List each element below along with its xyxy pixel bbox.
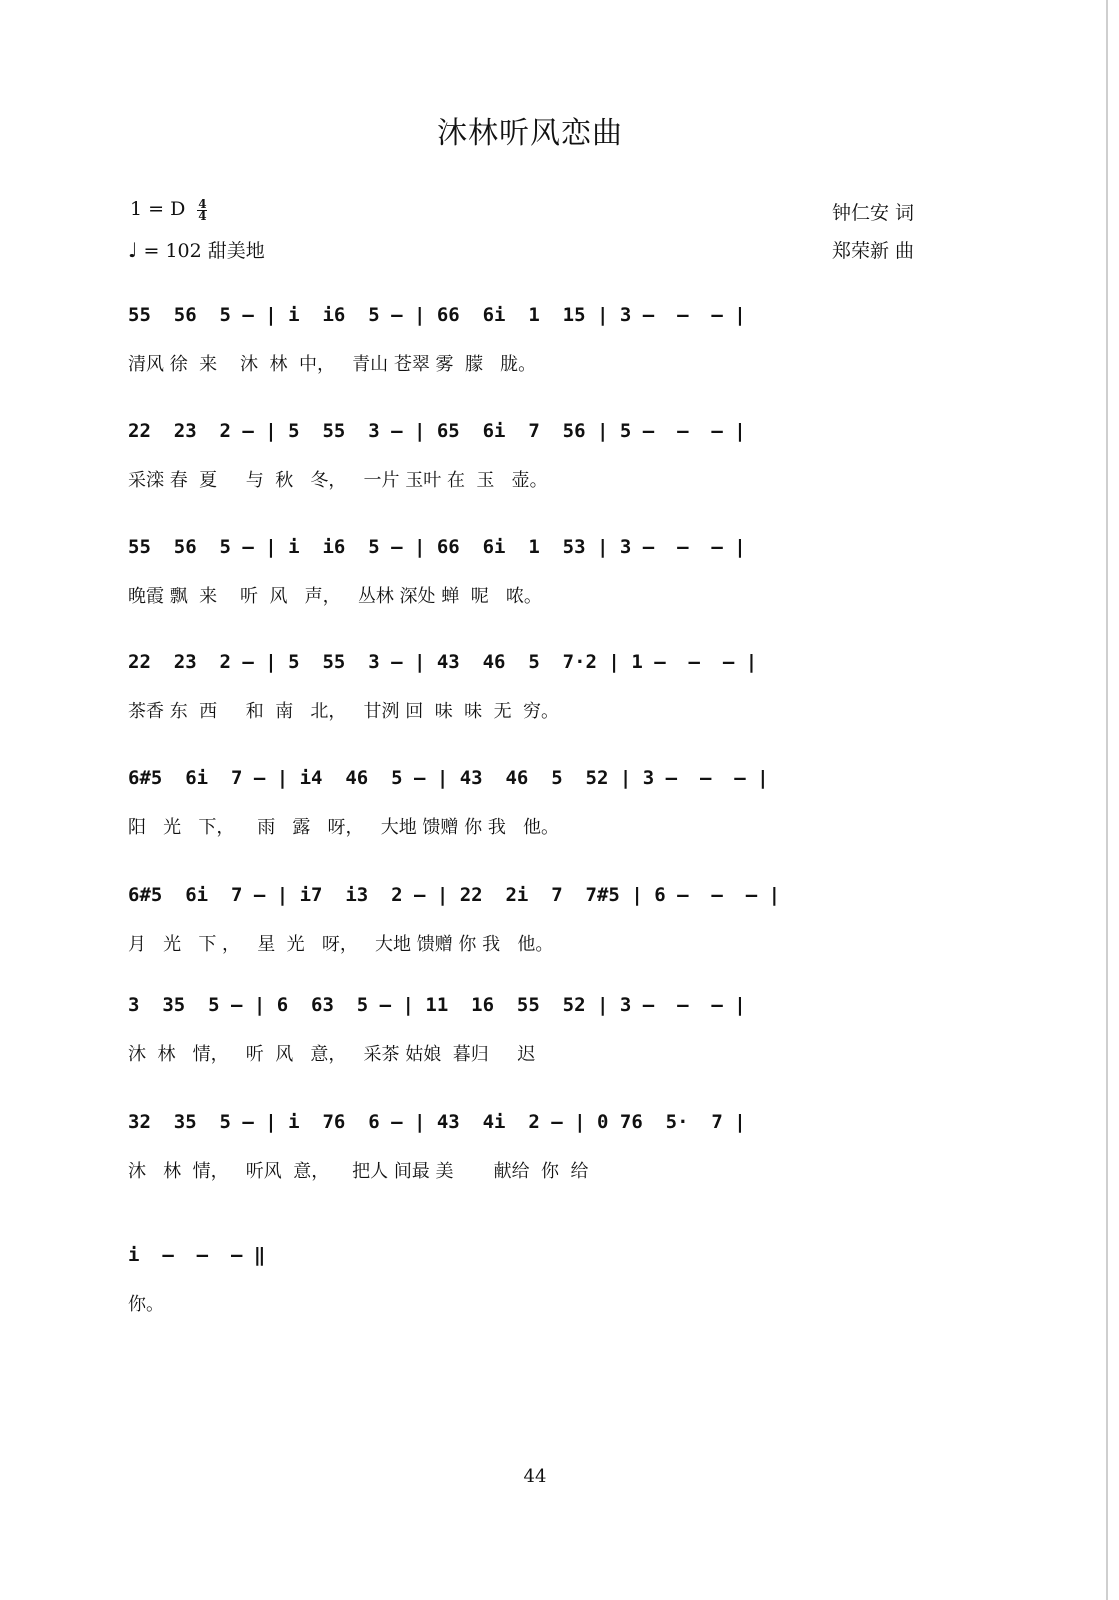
score-row-6	[128, 884, 958, 974]
lyric-line: 清风 徐 来 沐 林 中， 青山 苍翠 雾 朦 胧。	[128, 354, 537, 375]
time-signature	[197, 196, 207, 223]
tempo-marking	[128, 236, 265, 263]
score-row-9	[128, 1244, 958, 1334]
notation-line: 55 56 5 – | i i6 5 – | 66 6i 1 53 | 3 – – – |	[128, 536, 746, 558]
lyricist-credit: 钟仁安 词	[832, 202, 915, 224]
lyric-line: 茶香 东 西 和 南 北， 甘洌 回 味 味 无 穷。	[128, 701, 560, 722]
score-row-8	[128, 1111, 958, 1201]
page-edge-line	[1106, 0, 1108, 1600]
score-row-5	[128, 767, 958, 857]
lyric-line: 晚霞 飘 来 听 风 声， 丛林 深处 蝉 呢 哝。	[128, 586, 542, 607]
lyric-line: 月 光 下 ， 星 光 呀， 大地 馈赠 你 我 他。	[128, 934, 554, 955]
composer-credit: 郑荣新 曲	[832, 240, 915, 262]
lyric-line: 你。	[128, 1294, 164, 1315]
page-number: 44	[523, 1466, 547, 1487]
notation-line: 22 23 2 – | 5 55 3 – | 43 46 5 7·2 | 1 – – – |	[128, 651, 758, 673]
key-signature	[130, 198, 207, 222]
notation-line: 6#5 6i 7 – | i4 46 5 – | 43 46 5 52 | 3 – – – |	[128, 767, 769, 789]
lyric-line: 沐 林 情， 听风 意， 把人 间最 美 献给 你 给	[128, 1161, 589, 1182]
key-label: 1 = D	[130, 198, 186, 220]
notation-line: 55 56 5 – | i i6 5 – | 66 6i 1 15 | 3 – – – |	[128, 304, 746, 326]
lyric-line: 阳 光 下， 雨 露 呀， 大地 馈赠 你 我 他。	[128, 817, 560, 838]
quarter-note-icon: ♩	[128, 238, 138, 262]
score-row-7	[128, 994, 958, 1084]
notation-line: 6#5 6i 7 – | i7 i3 2 – | 22 2i 7 7#5 | 6 – – – |	[128, 884, 781, 906]
score-row-1	[128, 304, 958, 394]
tempo-label: = 102 甜美地	[143, 240, 265, 262]
time-signature-top: 4	[198, 196, 207, 211]
lyric-line: 沐 林 情， 听 风 意， 采茶 姑娘 暮归 迟	[128, 1044, 536, 1065]
time-signature-bottom: 4	[198, 208, 207, 223]
lyric-line: 采滦 春 夏 与 秋 冬， 一片 玉叶 在 玉 壶。	[128, 470, 548, 491]
notation-line: 3 35 5 – | 6 63 5 – | 11 16 55 52 | 3 – – – |	[128, 994, 746, 1016]
score-row-4	[128, 651, 958, 741]
score-row-3	[128, 536, 958, 626]
notation-line: i – – – ‖	[128, 1244, 266, 1266]
notation-line: 32 35 5 – | i 76 6 – | 43 4i 2 – | 0 76 5· 7 |	[128, 1111, 746, 1133]
score-row-2	[128, 420, 958, 510]
notation-line: 22 23 2 – | 5 55 3 – | 65 6i 7 56 | 5 – – – |	[128, 420, 746, 442]
song-title: 沐林听风恋曲	[437, 116, 623, 151]
